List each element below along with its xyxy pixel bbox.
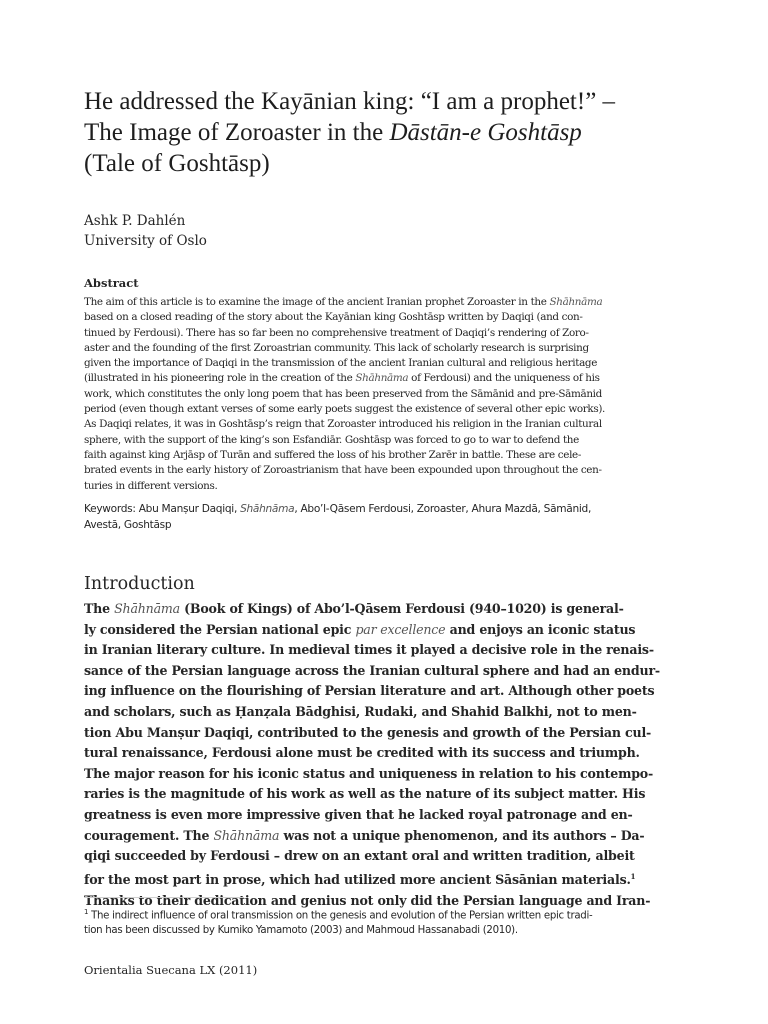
body-line: for the most part in prose, which had utilized more ancient Sāsānian materials.$^1$ bbox=[84, 871, 636, 887]
author-affiliation: University of Oslo bbox=[84, 233, 207, 249]
author-name: Ashk P. Dahlén bbox=[84, 213, 186, 229]
section-heading: Introduction bbox=[84, 574, 195, 594]
abstract-line: brated events in the early history of Zoroastrianism that have been expounded upon throughout the cen- bbox=[84, 464, 602, 477]
abstract-line: (illustrated in his pioneering role in the creation of the Shāhnāma of Ferdousi) and the uniqueness of his bbox=[84, 372, 600, 385]
footnote-line: tion has been discussed by Kumiko Yamamoto (2003) and Mahmoud Hassanabadi (2010). bbox=[84, 924, 518, 936]
body-line: The Shāhnāma (Book of Kings) of Abo’l-Qāsem Ferdousi (940–1020) is general- bbox=[84, 601, 624, 616]
body-line: ly considered the Persian national epic par excellence and enjoys an iconic status bbox=[84, 621, 636, 637]
keywords-block bbox=[84, 502, 674, 533]
abstract-line: faith against king Arjāsp of Turān and suffered the loss of his brother Zarēr in battle. These are cele- bbox=[84, 448, 581, 461]
author-block bbox=[84, 211, 207, 251]
title-line: (Tale of Goshtāsp) bbox=[84, 150, 270, 177]
abstract-line: given the importance of Daqiqi in the transmission of the ancient Iranian cultural and religious heritage bbox=[84, 357, 598, 370]
footnote-mark: 1 bbox=[84, 908, 89, 916]
keywords-line: Avestā, Goshtāsp bbox=[84, 518, 172, 531]
title-italic: Dāstān-e Goshtāsp bbox=[389, 119, 582, 146]
footnote-divider bbox=[84, 897, 244, 898]
body-line: in Iranian literary culture. In medieval times it played a decisive role in the renais- bbox=[84, 642, 654, 658]
body-line: The major reason for his iconic status and uniqueness in relation to his contempo- bbox=[84, 765, 654, 781]
body-line: greatness is even more impressive given that he lacked royal patronage and en- bbox=[84, 806, 633, 822]
abstract-line: period (even though extant verses of some early poets suggest the existence of several other epic works). bbox=[84, 403, 605, 416]
article-title bbox=[84, 86, 684, 179]
abstract-line: The aim of this article is to examine the image of the ancient Iranian prophet Zoroaster in the Shāhnāma bbox=[84, 296, 603, 308]
abstract-line: based on a closed reading of the story about the Kayānian king Goshtāsp written by Daqiqi (and con- bbox=[84, 311, 583, 324]
journal-footer: Orientalia Suecana LX (2011) bbox=[84, 963, 258, 977]
body-line: sance of the Persian language across the Iranian cultural sphere and had an endur- bbox=[84, 662, 660, 678]
title-line: He addressed the Kayānian king: “I am a prophet!” – bbox=[84, 88, 616, 115]
body-line: tural renaissance, Ferdousi alone must be credited with its success and triumph. bbox=[84, 745, 640, 761]
body-line: Thanks to their dedication and genius not only did the Persian language and Iran- bbox=[84, 892, 651, 908]
abstract-line: aster and the founding of the first Zoroastrian community. This lack of scholarly research is surprising bbox=[84, 341, 589, 354]
title-line: The Image of Zoroaster in the Dāstān-e Goshtāsp bbox=[84, 119, 582, 146]
body-line: tion Abu Manṣur Daqiqi, contributed to the genesis and growth of the Persian cul- bbox=[84, 724, 652, 740]
body-line: couragement. The Shāhnāma was not a unique phenomenon, and its authors – Da- bbox=[84, 827, 645, 843]
abstract-line: turies in different versions. bbox=[84, 479, 218, 492]
abstract-line: As Daqiqi relates, it was in Goshtāsp’s reign that Zoroaster introduced his religion in the Iranian cultural bbox=[84, 418, 602, 431]
abstract-heading: Abstract bbox=[84, 276, 139, 290]
body-line: qiqi succeeded by Ferdousi – drew on an extant oral and written tradition, albeit bbox=[84, 848, 635, 864]
abstract-line: sphere, with the support of the king’s son Esfandiār. Goshtāsp was forced to go to war to defend the bbox=[84, 433, 579, 446]
body-line: raries is the magnitude of his work as well as the nature of its subject matter. His bbox=[84, 786, 646, 802]
body-line: and scholars, such as Ḥanẓala Bādghisi, Rudaki, and Shahid Balkhi, not to men- bbox=[84, 703, 637, 719]
abstract-line: tinued by Ferdousi). There has so far been no comprehensive treatment of Daqiqi’s rendering of Zoro- bbox=[84, 326, 589, 339]
footnote-ref[interactable]: 1 bbox=[630, 871, 636, 881]
abstract-line: work, which constitutes the only long poem that has been preserved from the Sāmānid and pre-Sāmānid bbox=[84, 387, 602, 400]
keywords-line: Keywords: Abu Manṣur Daqiqi, Shāhnāma, Abo’l-Qāsem Ferdousi, Zoroaster, Ahura Mazdā, Sāmānid, bbox=[84, 503, 592, 515]
footnote-line: $^1$ The indirect influence of oral transmission on the genesis and evolution of the Persian written epic tradi- bbox=[84, 908, 593, 922]
footnote bbox=[84, 905, 684, 938]
abstract-body bbox=[84, 295, 674, 494]
body-line: ing influence on the flourishing of Persian literature and art. Although other poets bbox=[84, 683, 655, 699]
intro-body bbox=[84, 599, 674, 911]
